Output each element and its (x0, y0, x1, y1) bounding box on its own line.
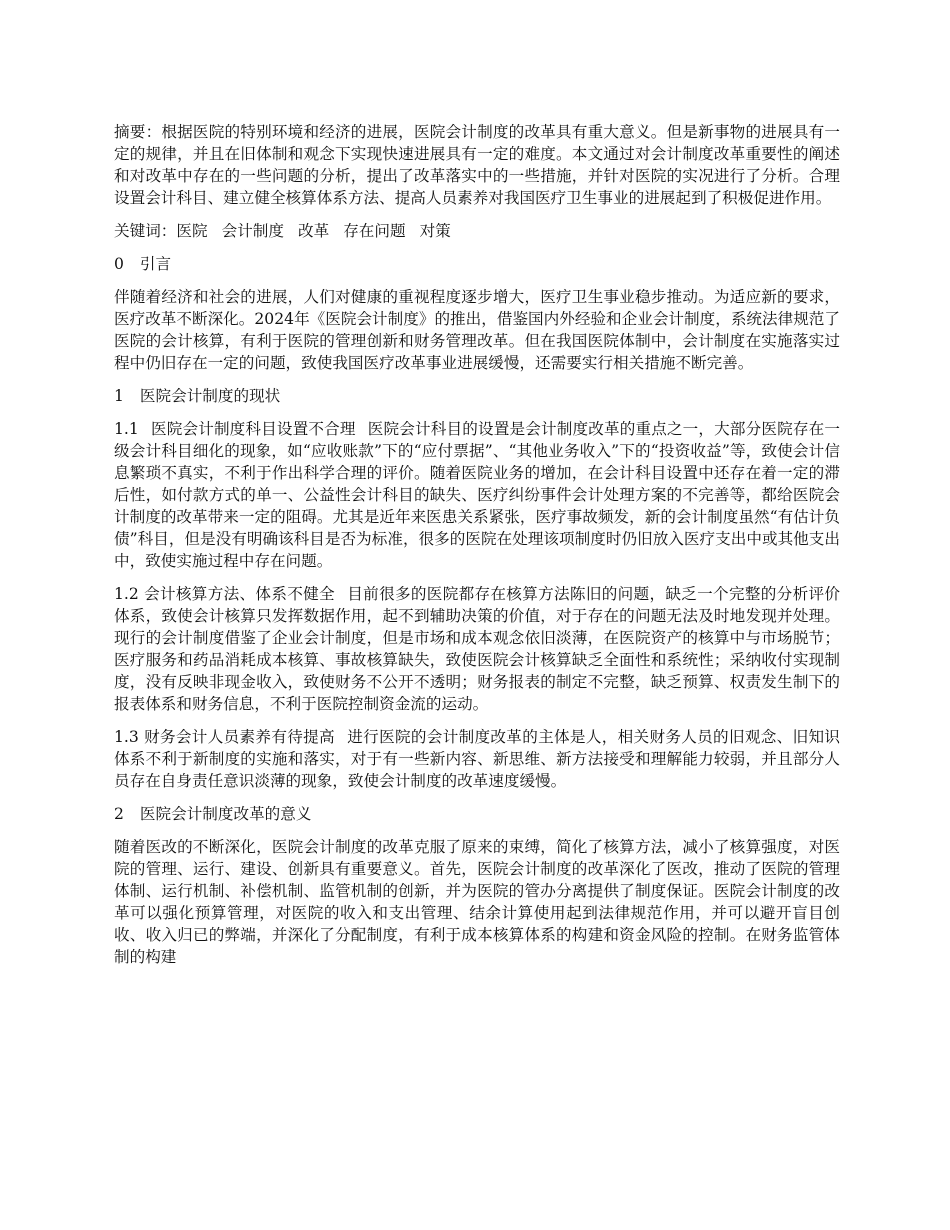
keyword-item: 存在问题 (343, 222, 406, 240)
section-number: 2 (114, 805, 124, 823)
abstract-paragraph: 摘要：根据医院的特别环境和经济的进展，医院会计制度的改革具有重大意义。但是新事物的进展具有一定的规律，并且在旧体制和观念下实现快速进展具有一定的难度。本文通过对会计制度改革重要性的阐述和对改革中存在的一些问题的分析，提出了改革落实中的一些措施，并针对医院的实况进行了分析。合理设置会计科目、建立健全核算体系方法、提高人员素养对我国医疗卫生事业的进展起到了积极促进作用。 (114, 123, 840, 207)
section-heading-2 (114, 803, 840, 825)
section-title: 引言 (139, 255, 172, 273)
keywords-line (114, 220, 840, 242)
keyword-item: 对策 (419, 222, 451, 240)
subsection-text: 目前很多的医院都存在核算方法陈旧的问题，缺乏一个完整的分析评价体系，致使会计核算只发挥数据作用，起不到辅助决策的价值，对于存在的问题无法及时地发现并处理。现行的会计制度借鉴了企业会计制度，但是市场和成本观念依旧淡薄，在医院资产的核算中与市场脱节；医疗服务和药品消耗成本核算、事故核算缺失，致使医院会计核算缺乏全面性和系统性；采纳收付实现制度，没有反映非现金收入，致使财务不公开不透明；财务报表的制定不完整，缺乏预算、权责发生制下的报表体系和财务信息，不利于医院控制资金流的运动。 (114, 585, 840, 713)
section-number: 0 (114, 255, 124, 273)
document-page (114, 121, 840, 979)
subsection-1-1-paragraph (114, 418, 840, 572)
subsection-title: 医院会计制度科目设置不合理 (150, 420, 356, 438)
section-title: 医院会计制度改革的意义 (139, 805, 312, 823)
section-title: 医院会计制度的现状 (139, 387, 281, 405)
subsection-title: 财务会计人员素养有待提高 (144, 728, 335, 746)
intro-paragraph: 伴随着经济和社会的进展，人们对健康的重视程度逐步增大，医疗卫生事业稳步推动。为适应新的要求，医疗改革不断深化。2024年《医院会计制度》的推出，借鉴国内外经验和企业会计制度，系统法律规范了医院的会计核算，有利于医院的管理创新和财务管理改革。但在我国医院体制中，会计制度在实施落实过程中仍旧存在一定的问题，致使我国医疗改革事业进展缓慢，还需要实行相关措施不断完善。 (114, 288, 840, 372)
keywords-label: 关键词： (114, 222, 177, 240)
section-heading-intro (114, 253, 840, 275)
subsection-title: 会计核算方法、体系不健全 (144, 585, 335, 603)
section-heading-1 (114, 385, 840, 407)
subsection-text: 进行医院的会计制度改革的主体是人，相关财务人员的旧观念、旧知识体系不利于新制度的实施和落实，对于有一些新内容、新思维、新方法接受和理解能力较弱，并且部分人员存在自身责任意识淡薄的现象，致使会计制度的改革速度缓慢。 (114, 728, 840, 790)
subsection-1-3-paragraph (114, 726, 840, 792)
subsection-1-2-paragraph (114, 583, 840, 715)
subsection-number: 1.2 (114, 585, 139, 603)
section-number: 1 (114, 387, 124, 405)
section-2-paragraph: 随着医改的不断深化，医院会计制度的改革克服了原来的束缚，简化了核算方法，减小了核算强度，对医院的管理、运行、建设、创新具有重要意义。首先，医院会计制度的改革深化了医改，推动了医院的管理体制、运行机制、补偿机制、监管机制的创新，并为医院的管办分离提供了制度保证。医院会计制度的改革可以强化预算管理，对医院的收入和支出管理、结余计算使用起到法律规范作用，并可以避开盲目创收、收入归已的弊端，并深化了分配制度，有利于成本核算体系的构建和资金风险的控制。在财务监管体制的构建 (114, 838, 840, 966)
keyword-item: 会计制度 (221, 222, 284, 240)
keyword-item: 医院 (176, 222, 208, 240)
subsection-text: 医院会计科目的设置是会计制度改革的重点之一，大部分医院存在一级会计科目细化的现象，如“应收账款”下的“应付票据”、“其他业务收入”下的“投资收益”等，致使会计信息繁琐不真实，不利于作出科学合理的评价。随着医院业务的增加，在会计科目设置中还存在着一定的滞后性，如付款方式的单一、公益性会计科目的缺失、医疗纠纷事件会计处理方案的不完善等，都给医院会计制度的改革带来一定的阻碍。尤其是近年来医患关系紧张，医疗事故频发，新的会计制度虽然“有估计负债”科目，但是没有明确该科目是否为标准，很多的医院在处理该项制度时仍旧放入医疗支出中或其他支出中，致使实施过程中存在问题。 (114, 420, 840, 570)
subsection-number: 1.1 (114, 420, 139, 438)
subsection-number: 1.3 (114, 728, 139, 746)
keyword-item: 改革 (297, 222, 330, 240)
